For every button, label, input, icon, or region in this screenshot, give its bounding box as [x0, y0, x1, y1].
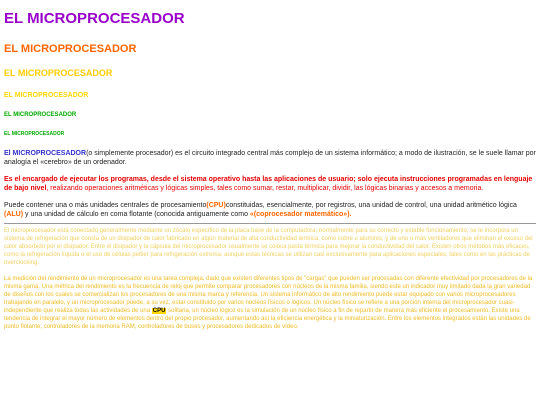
function-paragraph — [4, 175, 536, 193]
cpu-highlight: CPU — [152, 308, 166, 314]
heading-h3: EL MICROPROCESADOR — [4, 68, 113, 78]
intro-text: (o simplemente procesador) es el circuito integrado central más complejo de un sistema informático; a modo de ilustración, se le suele llamar por analogía el «cerebro» de un ordenador. — [4, 150, 536, 166]
heading-h5: EL MICROPROCESADOR — [4, 112, 77, 118]
coprocessor-keyword: «(coprocesador matemático»). — [249, 211, 352, 218]
function-bold-text: Es el encargado de ejecutar los programas, desde el sistema operativo hasta las aplicaciones de usuario; solo ejecuta instrucciones programadas en lenguaje de bajo nivel — [4, 176, 533, 192]
performance-text-1: La medición del rendimiento de un microprocesador es una tarea compleja, dado que existen diferentes tipos de "cargas" que pueden ser procesadas con diferente efectividad por procesadores de la misma gama. Una métrica del rendimiento es la frecuencia de reloj que permite comparar procesadores con núcleos de la misma familia, siendo este un indicador muy limitado dada la gran variedad de diseños con los cuales se comercializan los procesadores de una misma marca y referencia. Un sistema informático de alto rendimiento puede estar equipado con varios microprocesadores trabajando en paralelo, y un microprocesador puede, a su vez, estar constituido por varios núcleos físicos o lógicos. Un núcleo físico se refiere a una porción interna del microprocesador cuasi-independiente que realiza todas las actividades de una — [4, 276, 533, 314]
cooling-paragraph: El microprocesador está conectado generalmente mediante un zócalo específico de la placa base de la computadora; normalmente para su correcto y estable funcionamiento, se le incorpora un sistema de refrigeración que consta de un disipador de calor fabricado en algún material de alta conductividad térmica, como cobre o aluminio, y de uno o más ventiladores que eliminan el exceso del calor absorbido por el disipador. Entre el disipador y la cápsula del microprocesador usualmente se coloca pasta térmica para mejorar la conductividad del calor. Existen otros métodos más eficaces, como la refrigeración líquida o el uso de células peltier para refrigeración extrema, aunque estas técnicas se utilizan casi exclusivamente para aplicaciones especiales, tales como en las prácticas de overclocking. — [4, 228, 533, 266]
alu-keyword: (ALU) — [4, 211, 24, 218]
performance-paragraph — [4, 275, 536, 331]
heading-h4: EL MICROPROCESADOR — [4, 92, 89, 99]
heading-h6: EL MICROPROCESADOR — [4, 131, 65, 137]
divider — [4, 223, 536, 224]
heading-h1: EL MICROPROCESADOR — [4, 10, 185, 27]
performance-text-2: solitaria, un núcleo lógico es la simulación de un núcleo físico a fin de repartir de manera más eficiente el procesamiento. Existe una tendencia de integrar el mayor número de elementos dentro del propio procesador, aumentando así la eficiencia energética y la miniaturización. Entre los elementos integrados están las unidades de punto flotante, controladores de la memoria RAM, controladores de buses y procesadores dedicados de vídeo. — [4, 308, 531, 330]
components-text-3: y una unidad de cálculo en coma flotante (conocida antiguamente como — [23, 211, 250, 218]
heading-h2: EL MICROPROCESADOR — [4, 43, 137, 55]
components-text-1: Puede contener una o más unidades centrales de procesamiento — [4, 202, 207, 209]
intro-paragraph — [4, 149, 536, 167]
cpu-keyword: (CPU) — [206, 202, 226, 209]
intro-keyword: El MICROPROCESADOR — [4, 150, 87, 157]
components-paragraph — [4, 201, 536, 219]
function-normal-text: , realizando operaciones aritméticas y lógicas simples, tales como sumar, restar, multiplicar, dividir, las lógicas binarias y accesos a memoria. — [46, 185, 484, 192]
components-text-2: constituidas, esencialmente, por registros, una unidad de control, una unidad aritmético lógica — [225, 202, 517, 209]
